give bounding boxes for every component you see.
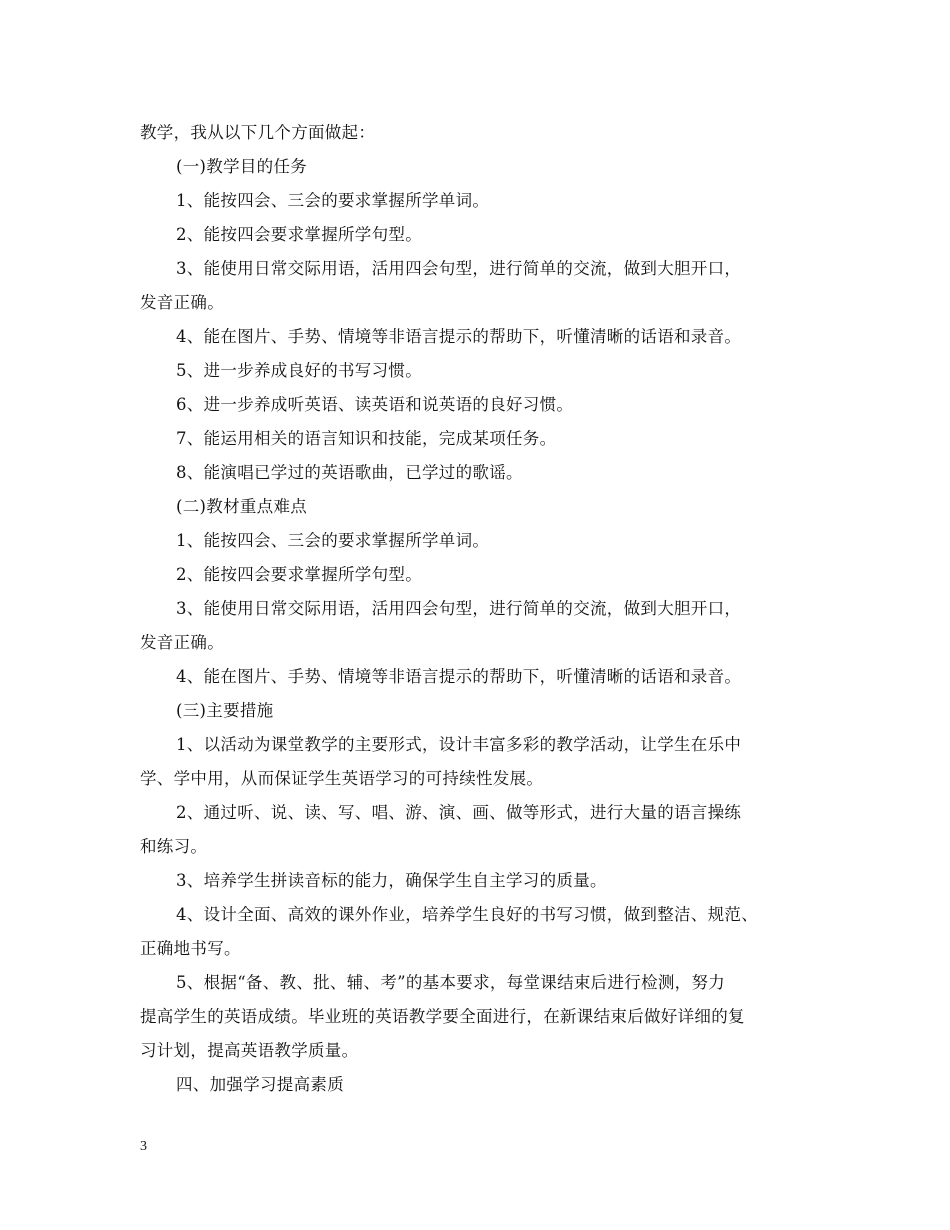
text-line: 7、能运用相关的语言知识和技能，完成某项任务。 xyxy=(176,429,557,448)
text-line: 发音正确。 xyxy=(140,633,224,652)
text-line: 6、进一步养成听英语、读英语和说英语的良好习惯。 xyxy=(176,395,574,414)
text-line: 4、能在图片、手势、情境等非语言提示的帮助下，听懂清晰的话语和录音。 xyxy=(176,667,742,686)
text-line: 习计划，提高英语教学质量。 xyxy=(140,1041,359,1060)
text-line: 2、通过听、说、读、写、唱、游、演、画、做等形式，进行大量的语言操练 xyxy=(176,803,742,822)
text-line: 5、进一步养成良好的书写习惯。 xyxy=(176,361,422,380)
text-line: 四、加强学习提高素质 xyxy=(176,1075,344,1094)
text-line: 1、能按四会、三会的要求掌握所学单词。 xyxy=(176,531,490,550)
text-line: 3、能使用日常交际用语，活用四会句型，进行简单的交流，做到大胆开口， xyxy=(176,259,742,278)
text-line: 5、根据“备、教、批、辅、考”的基本要求，每堂课结束后进行检测，努力 xyxy=(176,973,726,992)
text-line: 1、以活动为课堂教学的主要形式，设计丰富多彩的教学活动，让学生在乐中 xyxy=(176,735,742,754)
text-line: 1、能按四会、三会的要求掌握所学单词。 xyxy=(176,191,490,210)
text-line: 2、能按四会要求掌握所学句型。 xyxy=(176,225,422,244)
text-line: 和练习。 xyxy=(140,837,208,856)
document-body xyxy=(140,116,820,1102)
text-line: 教学，我从以下几个方面做起： xyxy=(140,123,376,142)
text-line: 4、设计全面、高效的课外作业，培养学生良好的书写习惯，做到整洁、规范、 xyxy=(176,905,758,924)
text-line: (二)教材重点难点 xyxy=(176,497,308,516)
text-line: 提高学生的英语成绩。毕业班的英语教学要全面进行，在新课结束后做好详细的复 xyxy=(140,1007,745,1026)
text-line: 发音正确。 xyxy=(140,293,224,312)
text-line: 学、学中用，从而保证学生英语学习的可持续性发展。 xyxy=(140,769,544,788)
page-number: 3 xyxy=(140,1139,147,1154)
text-line: 3、培养学生拼读音标的能力，确保学生自主学习的质量。 xyxy=(176,871,607,890)
text-line: 4、能在图片、手势、情境等非语言提示的帮助下，听懂清晰的话语和录音。 xyxy=(176,327,742,346)
text-line: (一)教学目的任务 xyxy=(176,157,308,176)
text-line: 8、能演唱已学过的英语歌曲，已学过的歌谣。 xyxy=(176,463,523,482)
text-line: (三)主要措施 xyxy=(176,701,274,720)
text-line: 2、能按四会要求掌握所学句型。 xyxy=(176,565,422,584)
text-line: 正确地书写。 xyxy=(140,939,241,958)
text-line: 3、能使用日常交际用语，活用四会句型，进行简单的交流，做到大胆开口， xyxy=(176,599,742,618)
